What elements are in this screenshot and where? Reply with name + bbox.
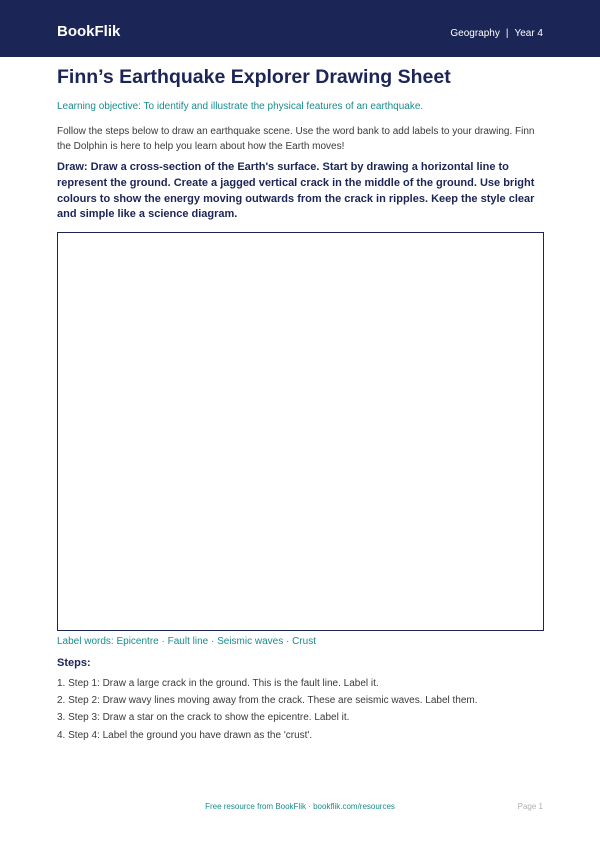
page-number: Page 1: [517, 802, 543, 811]
intro-paragraph: Follow the steps below to draw an earthquake scene. Use the word bank to add labels to your drawing. Finn the Dolphin is here to help you learn about how the Earth moves!: [57, 126, 535, 152]
learning-objective: Learning objective: To identify and illustrate the physical features of an earthquake.: [57, 101, 424, 112]
footer-credit: Free resource from BookFlik · bookflik.com/resources: [205, 802, 395, 811]
header-bar: [0, 0, 600, 57]
meta-separator: |: [505, 28, 509, 39]
brand-logo: BookFlik: [57, 23, 121, 40]
subject-meta: [450, 27, 543, 41]
steps-list: [57, 675, 547, 744]
step-item: 3. Step 3: Draw a star on the crack to show the epicentre. Label it.: [57, 712, 350, 724]
year-label: Year 4: [514, 28, 543, 39]
step-item: 4. Step 4: Label the ground you have drawn as the 'crust'.: [57, 729, 313, 741]
draw-instruction: Draw: Draw a cross-section of the Earth's surface. Start by drawing a horizontal line to represent the ground. Create a jagged vertical crack in the middle of the ground. Use bright colours to show the energy moving outwards from the crack in ripples. Keep the style clear and simple like a science diagram.: [57, 161, 535, 221]
steps-heading: Steps:: [57, 657, 91, 669]
drawing-area[interactable]: [57, 232, 544, 631]
step-item: 2. Step 2: Draw wavy lines moving away from the crack. These are seismic waves. Label them.: [57, 695, 478, 707]
page-title: Finn’s Earthquake Explorer Drawing Sheet: [57, 66, 451, 88]
word-bank: Label words: Epicentre · Fault line · Seismic waves · Crust: [57, 636, 316, 647]
subject-label: Geography: [450, 28, 500, 39]
step-item: 1. Step 1: Draw a large crack in the ground. This is the fault line. Label it.: [57, 678, 379, 689]
